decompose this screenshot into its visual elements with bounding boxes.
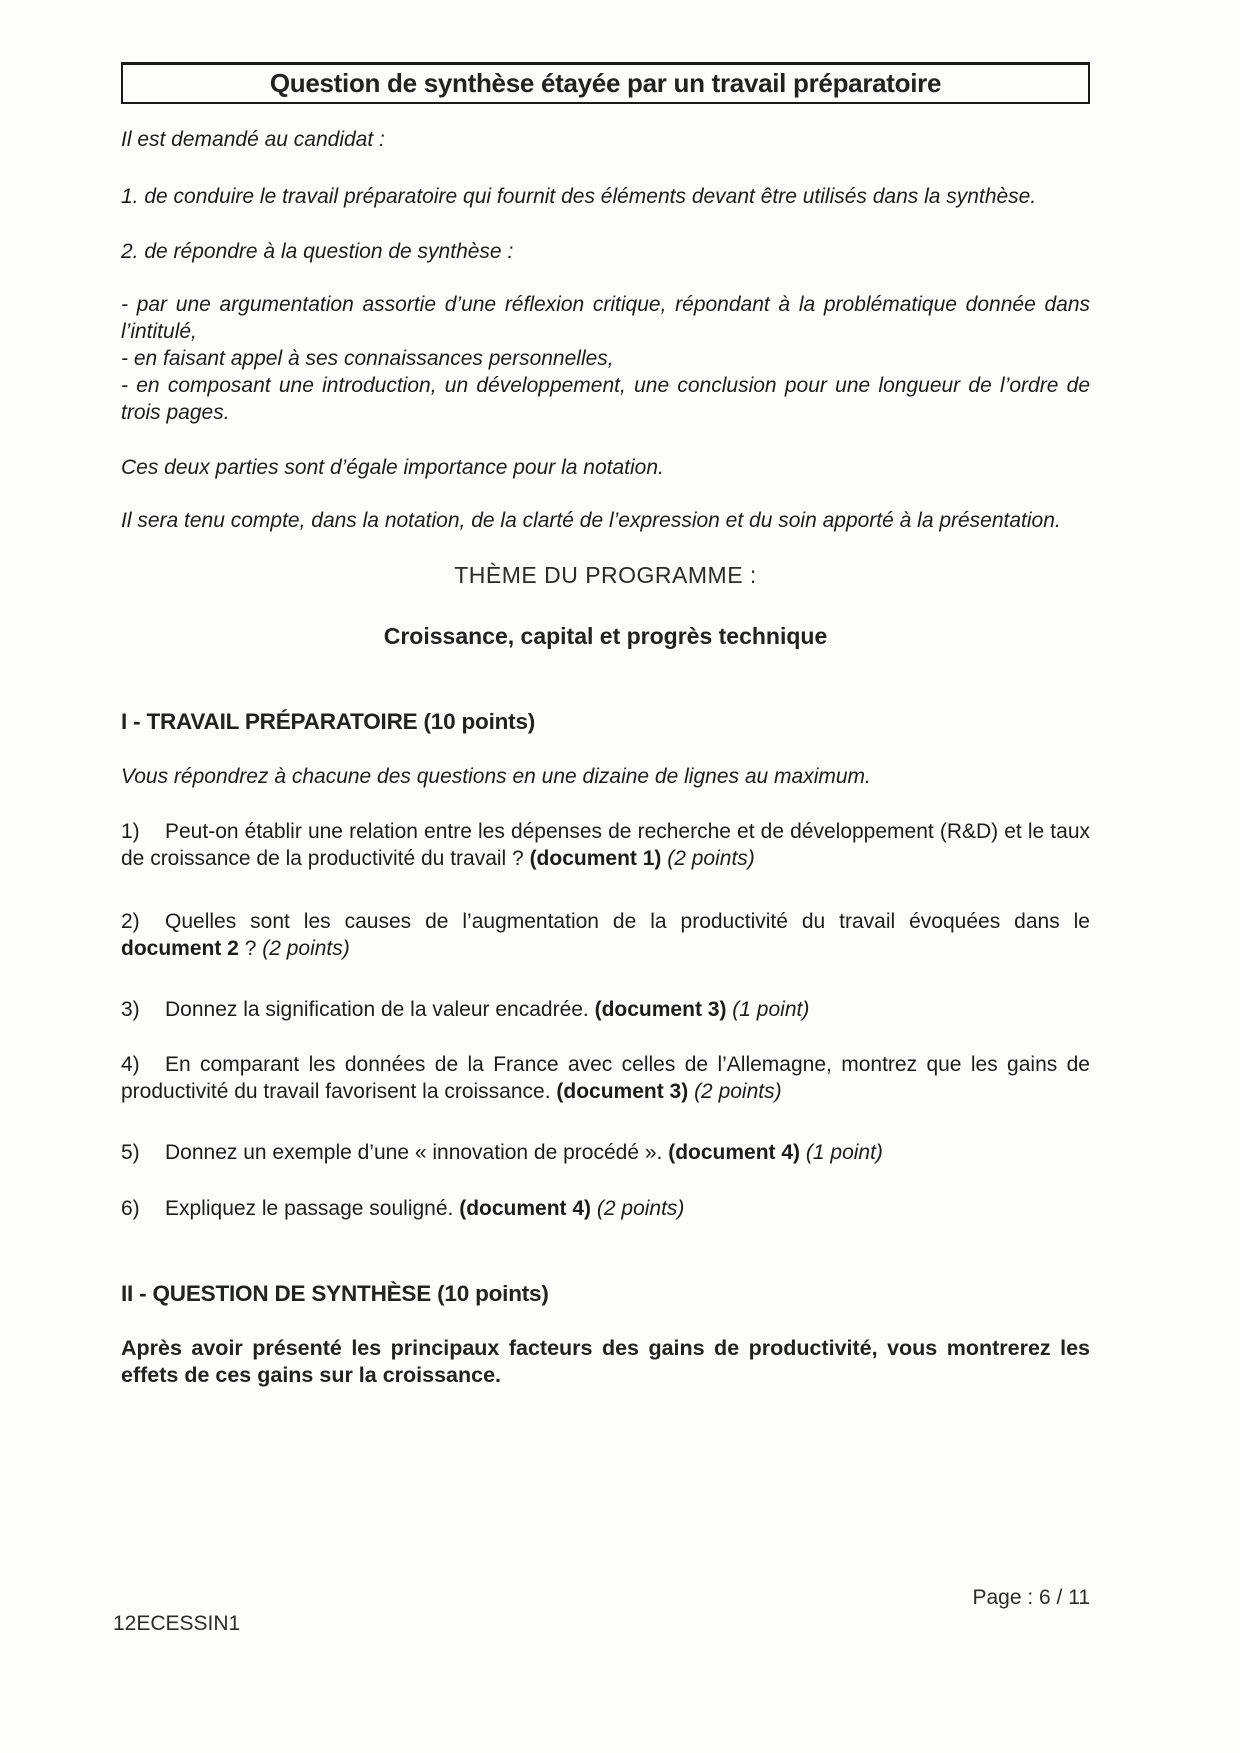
document-title-box <box>121 62 1090 104</box>
note-clarte: Il sera tenu compte, dans la notation, de la clarté de l’expression et du soin apporté à la présentation. <box>121 509 1061 532</box>
question-3 <box>121 996 1090 1023</box>
subject-code: 12ECESSIN1 <box>113 1612 241 1635</box>
part2-task: Après avoir présenté les principaux facteurs des gains de productivité, vous montrerez les effets de ces gains sur la croissance. <box>121 1336 1090 1387</box>
note-egale-importance: Ces deux parties sont d’égale importance pour la notation. <box>121 456 664 479</box>
document-title: Question de synthèse étayée par un travail préparatoire <box>269 68 942 98</box>
question-6-points: (2 points) <box>596 1197 685 1220</box>
question-2-separator: ? <box>238 937 263 960</box>
question-3-number: 3) <box>121 998 140 1021</box>
theme-value: Croissance, capital et progrès technique <box>383 623 828 649</box>
part2-heading: II - QUESTION DE SYNTHÈSE (10 points) <box>121 1281 549 1306</box>
question-1 <box>121 818 1090 872</box>
question-1-text: Peut-on établir une relation entre les dépenses de recherche et de développement (R&D) et le taux de croissance de la productivité du travail ? <box>121 820 1090 870</box>
question-5-text: Donnez un exemple d’une « innovation de procédé ». <box>165 1141 669 1164</box>
question-6 <box>121 1195 1090 1222</box>
question-6-doc-ref: (document 4) <box>459 1197 592 1220</box>
instruction-2: 2. de répondre à la question de synthèse : <box>121 240 514 263</box>
question-5-number: 5) <box>121 1141 140 1164</box>
detail-composition: - en composant une introduction, un développement, une conclusion pour une longueur de l’ordre de trois pages. <box>121 374 1090 424</box>
question-6-number: 6) <box>121 1197 140 1220</box>
question-5 <box>121 1139 1090 1166</box>
question-6-text: Expliquez le passage souligné. <box>165 1197 460 1220</box>
question-3-doc-ref: (document 3) <box>594 998 727 1021</box>
question-5-points: (1 point) <box>805 1141 883 1164</box>
question-2-text: Quelles sont les causes de l’augmentation de la productivité du travail évoquées dans le <box>165 910 1090 933</box>
detail-connaissances: - en faisant appel à ses connaissances personnelles, <box>121 347 614 370</box>
instruction-1: 1. de conduire le travail préparatoire qui fournit des éléments devant être utilisés dans la synthèse. <box>121 185 1037 208</box>
question-4-number: 4) <box>121 1053 140 1076</box>
question-2-doc-ref: document 2 <box>121 937 239 960</box>
question-1-doc-ref: (document 1) <box>529 847 662 870</box>
question-4 <box>121 1051 1090 1105</box>
question-2-points: (2 points) <box>262 937 350 960</box>
question-3-points: (1 point) <box>732 998 810 1021</box>
intro-lead: Il est demandé au candidat : <box>121 128 385 151</box>
question-1-points: (2 points) <box>667 847 755 870</box>
exam-page <box>121 62 1090 1389</box>
part1-heading: I - TRAVAIL PRÉPARATOIRE (10 points) <box>121 709 536 734</box>
question-2 <box>121 908 1090 962</box>
question-5-doc-ref: (document 4) <box>668 1141 801 1164</box>
theme-heading: THÈME DU PROGRAMME : <box>454 562 757 588</box>
question-2-number: 2) <box>121 910 140 933</box>
instruction-2-details <box>121 291 1090 426</box>
question-4-doc-ref: (document 3) <box>556 1080 689 1103</box>
page-number: Page : 6 / 11 <box>972 1586 1090 1609</box>
question-4-text: En comparant les données de la France avec celles de l’Allemagne, montrez que les gains de productivité du travail favorisent la croissance. <box>121 1053 1090 1103</box>
question-1-number: 1) <box>121 820 140 843</box>
detail-argumentation: - par une argumentation assortie d’une réflexion critique, répondant à la problématique donnée dans l’intitulé, <box>121 293 1090 343</box>
question-4-points: (2 points) <box>694 1080 782 1103</box>
question-3-text: Donnez la signification de la valeur encadrée. <box>165 998 595 1021</box>
part1-note: Vous répondrez à chacune des questions en une dizaine de lignes au maximum. <box>121 765 871 788</box>
